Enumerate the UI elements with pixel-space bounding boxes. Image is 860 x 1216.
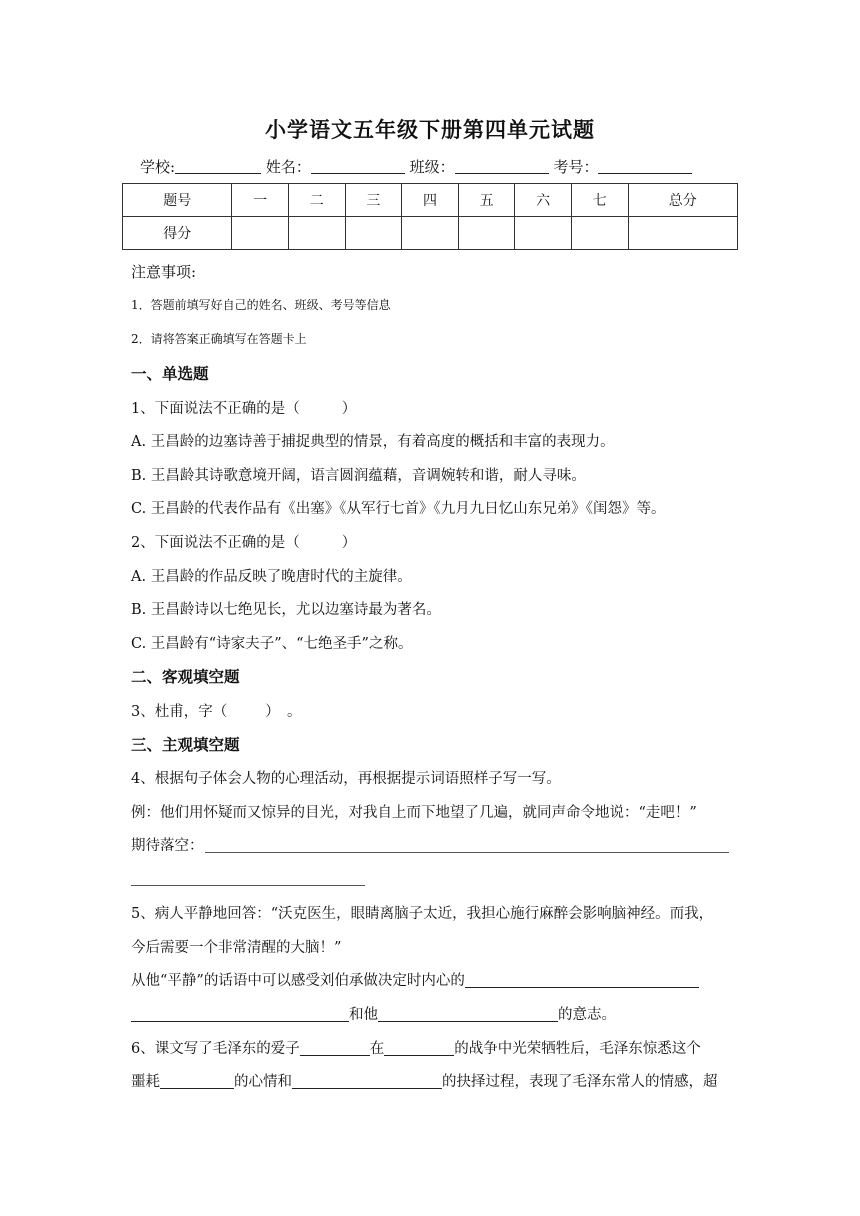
question-text: 2、下面说法不正确的是（ <box>131 535 300 551</box>
question-4-prompt: 期待落空： <box>131 838 204 854</box>
table-cell: 一 <box>232 184 289 217</box>
question-text: 和他 <box>349 1007 378 1023</box>
notice-item: 1．答题前填写好自己的姓名、班级、考号等信息 <box>131 298 391 312</box>
class-label: 班级： <box>409 158 455 176</box>
question-text: 噩耗 <box>131 1074 160 1090</box>
exam-no-blank[interactable] <box>598 158 692 174</box>
name-blank[interactable] <box>311 158 405 174</box>
question-2-stem <box>131 531 356 552</box>
question-5-line-1: 5、病人平静地回答：“沃克医生，眼睛离脑子太近，我担心施行麻醉会影响脑神经。而我， <box>131 906 714 922</box>
answer-blank[interactable] <box>378 1006 558 1022</box>
score-table-header-row <box>123 184 738 217</box>
table-cell: 题号 <box>123 184 232 217</box>
question-3 <box>131 700 301 721</box>
question-text: ） <box>341 535 357 551</box>
question-4-example: 例：他们用怀疑而又惊异的目光，对我自上而下地望了几遍，就同声命令地说：“走吧！” <box>131 805 697 821</box>
table-cell: 四 <box>402 184 459 217</box>
question-text: 的意志。 <box>558 1007 616 1023</box>
option-b: B. 王昌龄诗以七绝见长，尤以边塞诗最为著名。 <box>131 602 441 618</box>
question-text: 1、下面说法不正确的是（ <box>131 401 300 417</box>
question-text: 从他“平静”的话语中可以感受刘伯承做决定时内心的 <box>131 973 465 989</box>
question-text: 在 <box>369 1041 385 1057</box>
question-text: 的抉择过程，表现了毛泽东常人的情感，超 <box>442 1074 718 1090</box>
section-heading: 三、主观填空题 <box>131 735 240 754</box>
answer-blank[interactable] <box>292 1073 442 1089</box>
section-heading: 一、单选题 <box>131 364 209 383</box>
table-cell: 五 <box>458 184 515 217</box>
table-cell: 六 <box>515 184 572 217</box>
question-text: ） 。 <box>265 704 302 720</box>
score-cell[interactable] <box>345 217 402 250</box>
question-text: ） <box>341 401 357 417</box>
question-4-stem: 4、根据句子体会人物的心理活动，再根据提示词语照样子写一写。 <box>131 771 561 787</box>
option-c: C. 王昌龄有“诗家夫子”、“七绝圣手”之称。 <box>131 636 413 652</box>
question-text: 的心情和 <box>234 1074 292 1090</box>
notice-item: 2．请将答案正确填写在答题卡上 <box>131 332 307 346</box>
school-label: 学校: <box>140 158 176 176</box>
score-cell[interactable] <box>289 217 346 250</box>
table-cell: 七 <box>571 184 628 217</box>
page-title: 小学语文五年级下册第四单元试题 <box>265 117 595 142</box>
answer-blank[interactable] <box>300 1040 370 1056</box>
answer-blank[interactable] <box>384 1040 454 1056</box>
question-6-line-2 <box>131 1070 718 1091</box>
section-heading: 二、客观填空题 <box>131 667 240 686</box>
score-cell[interactable] <box>402 217 459 250</box>
question-1-stem <box>131 397 356 418</box>
score-cell[interactable] <box>458 217 515 250</box>
option-c: C. 王昌龄的代表作品有《出塞》《从军行七首》《九月九日忆山东兄弟》《闺怨》等。 <box>131 501 666 517</box>
table-cell: 总分 <box>628 184 737 217</box>
school-blank[interactable] <box>175 158 261 174</box>
score-table <box>122 183 738 250</box>
question-5-line-4 <box>131 1003 616 1024</box>
exam-no-label: 考号： <box>553 158 599 176</box>
option-a: A. 王昌龄的作品反映了晚唐时代的主旋律。 <box>131 569 412 585</box>
question-text: 的战争中光荣牺牲后，毛泽东惊悉这个 <box>454 1041 701 1057</box>
table-cell: 三 <box>345 184 402 217</box>
question-text: 3、杜甫，字（ <box>131 704 228 720</box>
answer-line[interactable] <box>131 885 365 886</box>
notice-title: 注意事项: <box>131 263 197 281</box>
score-cell[interactable] <box>628 217 737 250</box>
answer-blank[interactable] <box>465 972 699 988</box>
student-info-line <box>140 156 692 177</box>
question-5-line-2: 今后需要一个非常清醒的大脑！” <box>131 940 342 956</box>
answer-blank[interactable] <box>131 1006 349 1022</box>
answer-line[interactable] <box>205 852 729 853</box>
score-cell[interactable] <box>232 217 289 250</box>
table-cell: 二 <box>289 184 346 217</box>
score-cell[interactable] <box>571 217 628 250</box>
answer-blank[interactable] <box>160 1073 234 1089</box>
question-text: 6、课文写了毛泽东的爱子 <box>131 1041 300 1057</box>
class-blank[interactable] <box>455 158 549 174</box>
option-a: A. 王昌龄的边塞诗善于捕捉典型的情景，有着高度的概括和丰富的表现力。 <box>131 434 615 450</box>
name-label: 姓名： <box>265 158 311 176</box>
question-6-line-1 <box>131 1037 701 1058</box>
score-cell[interactable] <box>515 217 572 250</box>
score-table-score-row <box>123 217 738 250</box>
question-5-line-3 <box>131 969 699 990</box>
table-cell: 得分 <box>123 217 232 250</box>
option-b: B. 王昌龄其诗歌意境开阔，语言圆润蕴藉，音调婉转和谐，耐人寻味。 <box>131 468 586 484</box>
